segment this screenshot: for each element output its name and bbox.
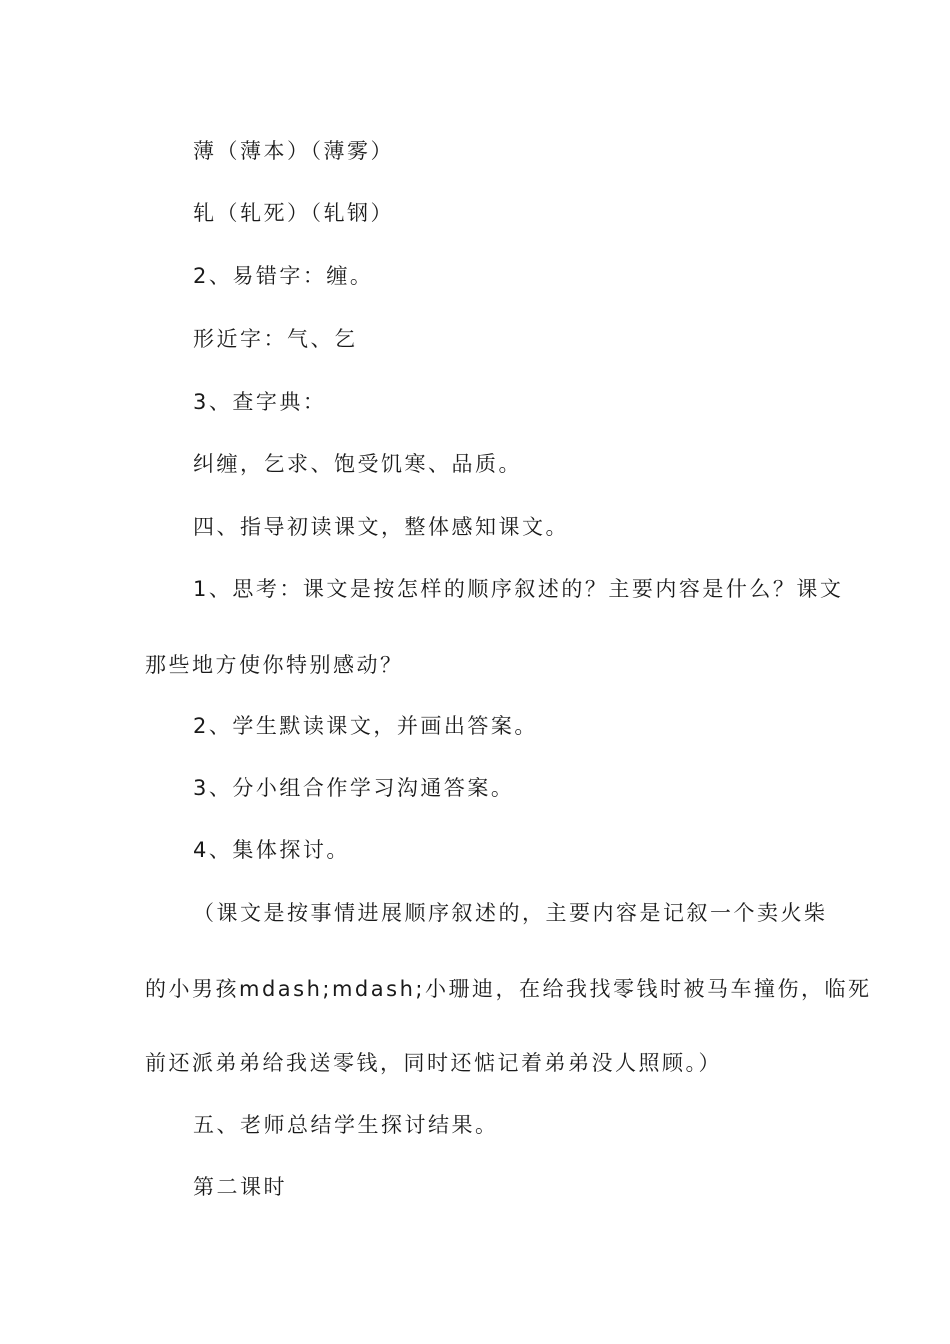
section-heading-5: 五、老师总结学生探讨结果。 — [193, 1113, 499, 1137]
section-heading-4: 四、指导初读课文，整体感知课文。 — [193, 515, 569, 539]
text-line-9: 那些地方使你特别感动？ — [145, 653, 404, 677]
text-line-10: 2、学生默读课文，并画出答案。 — [193, 714, 538, 738]
text-line-1: 薄（薄本）（薄雾） — [193, 139, 394, 163]
text-line-12: 4、集体探讨。 — [193, 838, 350, 862]
text-line-11: 3、分小组合作学习沟通答案。 — [193, 776, 515, 800]
text-line-15: 前还派弟弟给我送零钱，同时还惦记着弟弟没人照顾。） — [145, 1051, 722, 1075]
text-line-3: 2、易错字：缠。 — [193, 264, 374, 288]
text-line-4: 形近字：气、乞 — [193, 327, 358, 351]
text-line-2: 轧（轧死）（轧钢） — [193, 201, 394, 225]
text-line-5: 3、查字典： — [193, 390, 327, 414]
text-line-14: 的小男孩mdash;mdash;小珊迪，在给我找零钱时被马车撞伤，临死 — [145, 977, 872, 1001]
lesson-title: 第二课时 — [193, 1175, 287, 1199]
text-line-13: （课文是按事情进展顺序叙述的，主要内容是记叙一个卖火柴 — [193, 901, 828, 925]
text-line-6: 纠缠，乞求、饱受饥寒、品质。 — [193, 452, 522, 476]
text-line-8: 1、思考：课文是按怎样的顺序叙述的？主要内容是什么？课文 — [193, 577, 844, 601]
